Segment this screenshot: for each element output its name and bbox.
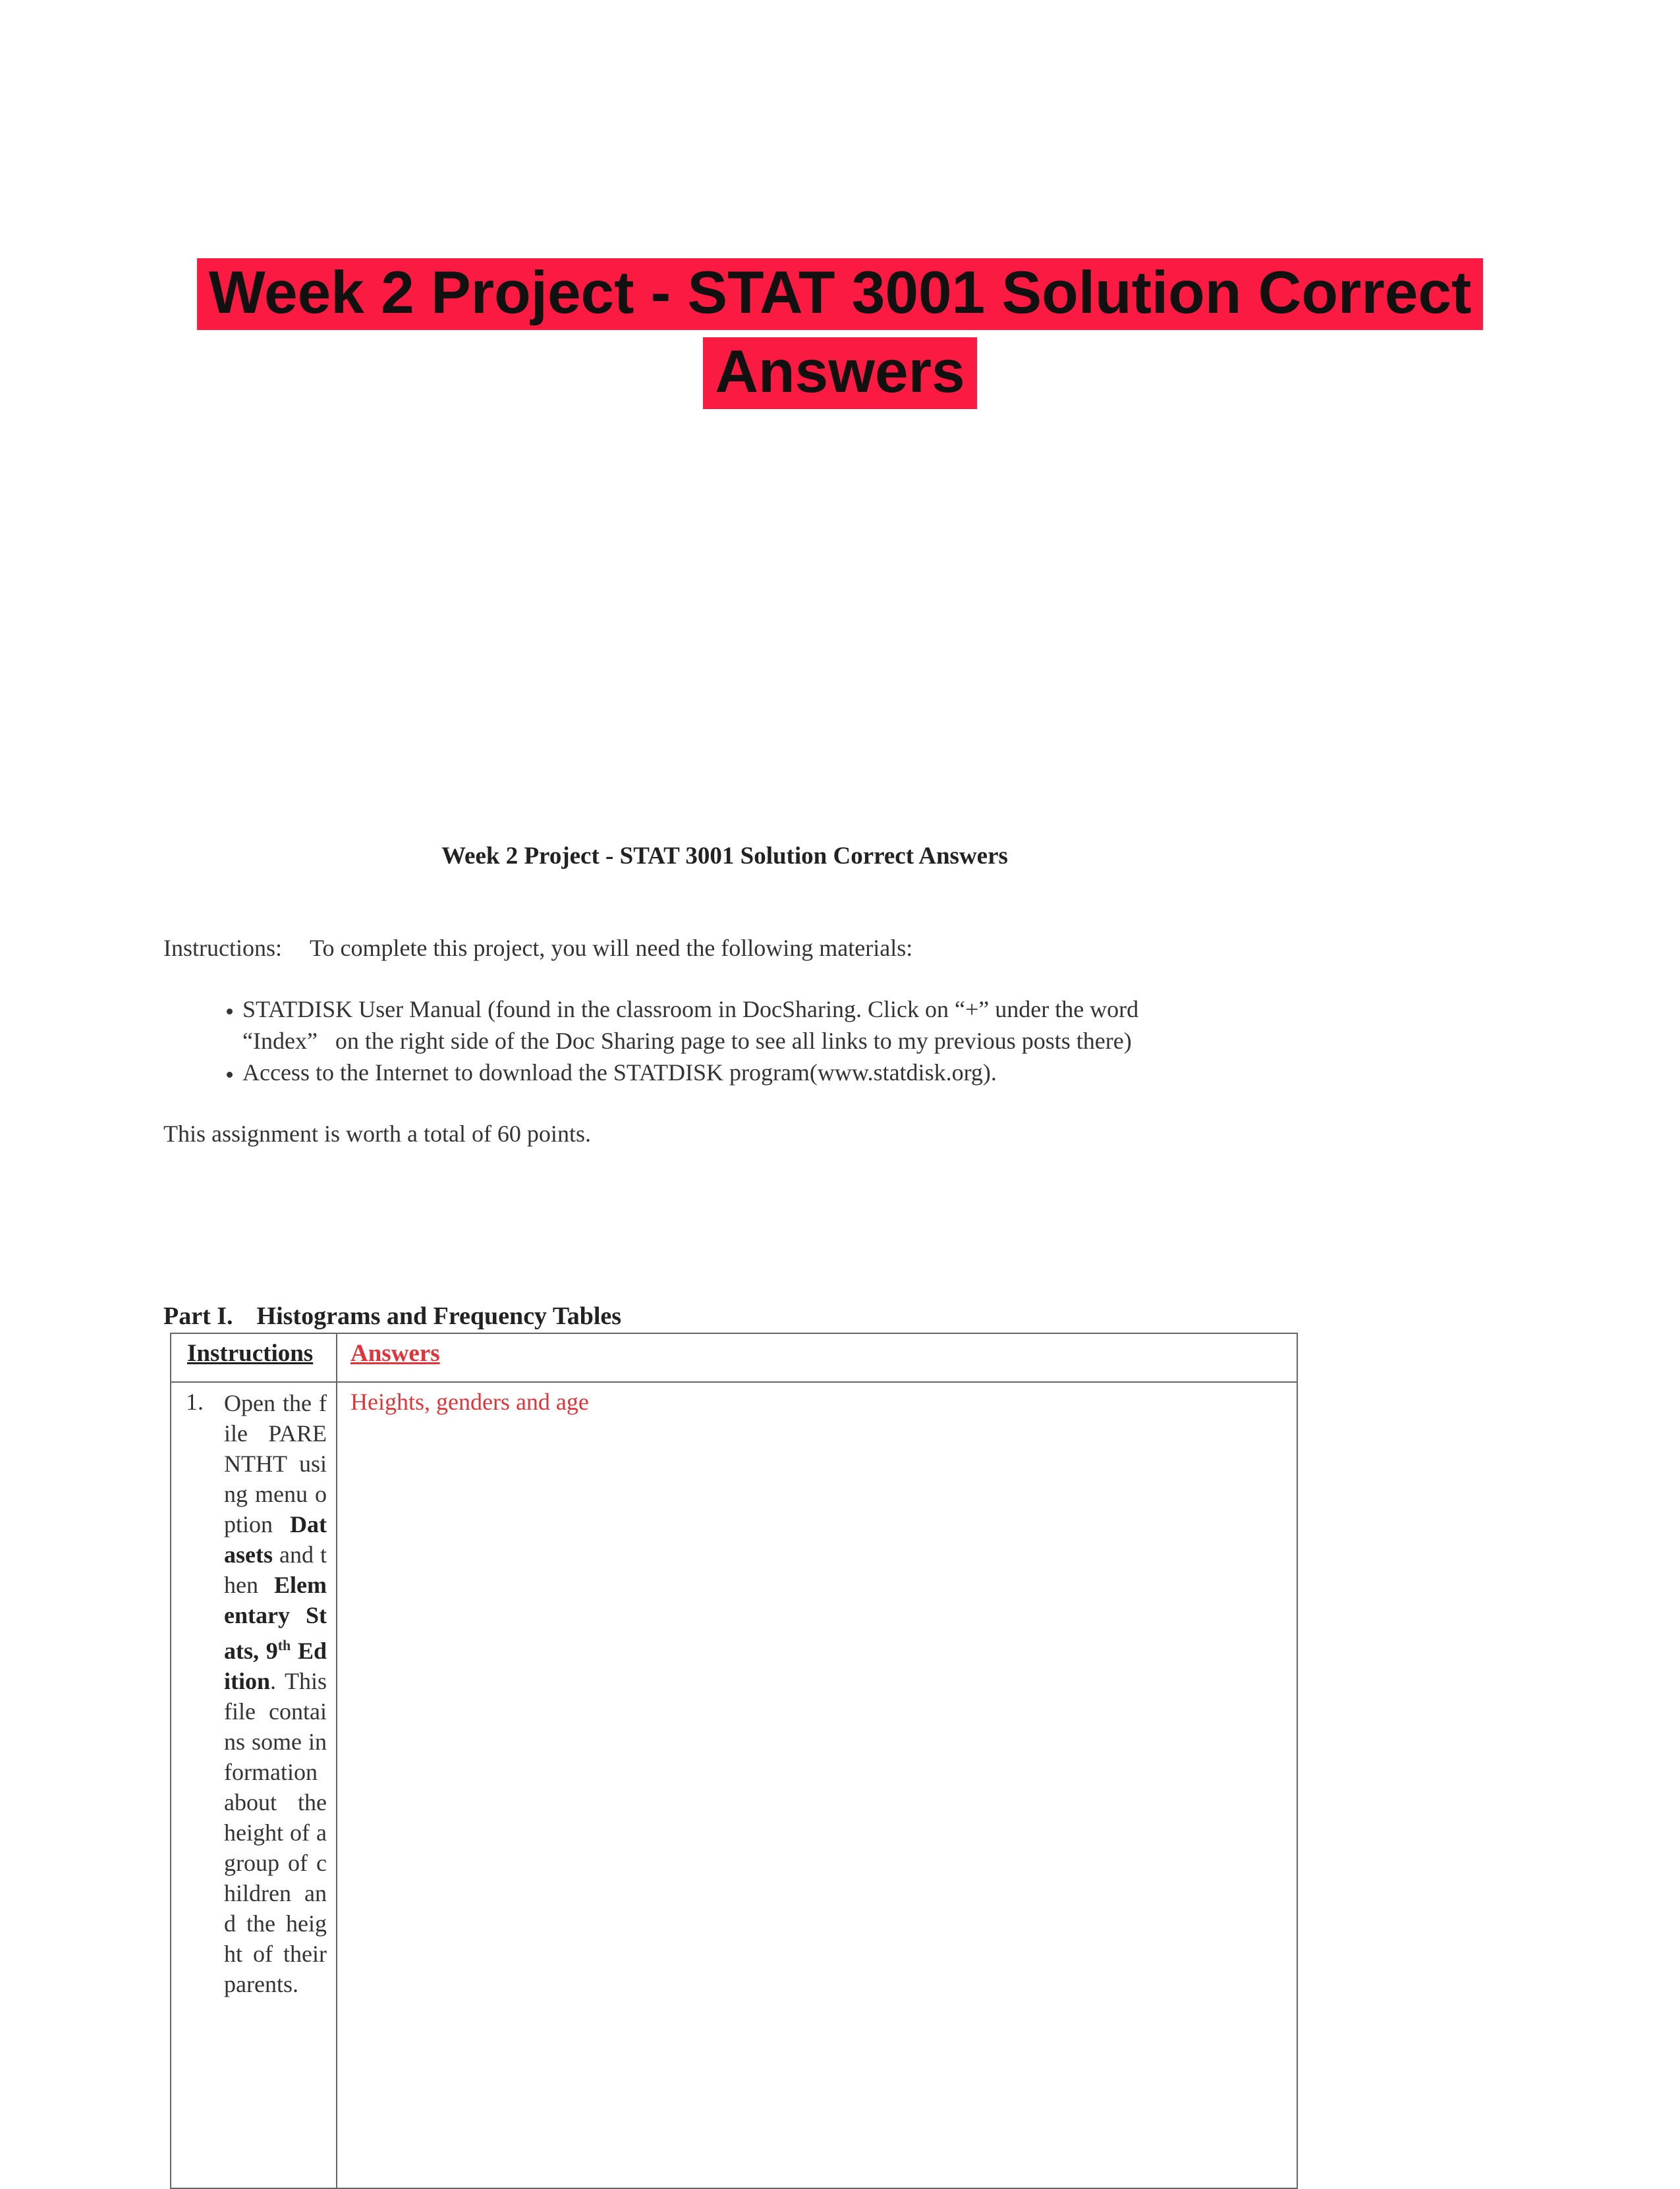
- instructions-label: Instructions:: [163, 935, 282, 961]
- header-instructions: Instructions: [187, 1340, 314, 1367]
- part-title: Histograms and Frequency Tables: [256, 1302, 622, 1330]
- part-number: Part I.: [163, 1302, 233, 1330]
- list-item: [242, 993, 1362, 1057]
- list-item: [242, 1057, 1362, 1088]
- qa-table: [170, 1333, 1298, 2189]
- banner-title-line1: Week 2 Project - STAT 3001 Solution Correct: [197, 258, 1484, 330]
- question-number: 1.: [186, 1389, 204, 1415]
- question-instruction: Open the file PARENTHT using menu option Datasets and then Elementary Stats, 9th Edition. This file contains some information about the height of a group of children and the height of their parents.: [224, 1390, 327, 1997]
- header-row-divider: [171, 1381, 1297, 1383]
- part-heading: [163, 1302, 621, 1331]
- bullet-1-line1: STATDISK User Manual (found in the classroom in DocSharing. Click on “+” under the word: [242, 996, 1139, 1022]
- bullet-2-line1: Access to the Internet to download the STATDISK program(www.statdisk.org).: [242, 1059, 997, 1086]
- column-divider: [336, 1334, 337, 2188]
- instructions-line: [163, 934, 912, 962]
- banner-title: [0, 254, 1680, 412]
- banner-title-line2: Answers: [703, 337, 976, 409]
- document-title: Week 2 Project - STAT 3001 Solution Correct Answers: [441, 843, 1008, 870]
- materials-list: [198, 993, 1362, 1088]
- header-answers: Answers: [350, 1340, 440, 1367]
- instructions-text: To complete this project, you will need the following materials:: [309, 935, 913, 961]
- bullet-1-line2: “Index” on the right side of the Doc Sharing page to see all links to my previous posts there): [242, 1028, 1132, 1054]
- assignment-worth: This assignment is worth a total of 60 points.: [163, 1121, 591, 1147]
- answer-text: Heights, genders and age: [350, 1389, 589, 1415]
